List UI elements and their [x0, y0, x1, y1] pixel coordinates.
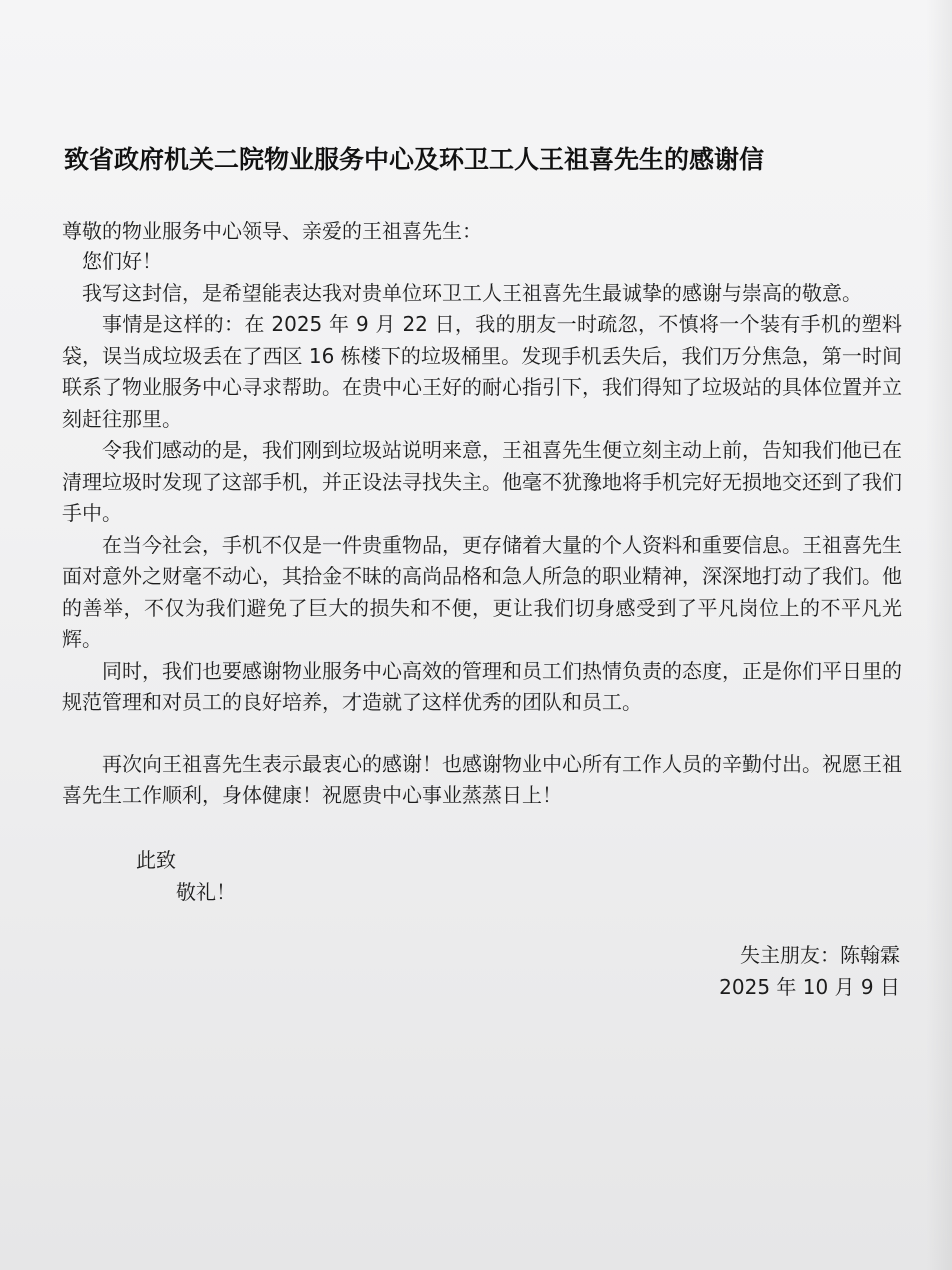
paper-edge-shadow: [926, 0, 952, 1270]
closing-line-2: 敬礼！: [176, 880, 236, 904]
final-thanks-paragraph: 再次向王祖喜先生表示最衷心的感谢！也感谢物业中心所有工作人员的辛勤付出。祝愿王祖喜先生工作顺利，身体健康！祝愿贵中心事业蒸蒸日上！: [62, 751, 902, 807]
closing-line-1: 此致: [136, 848, 176, 872]
incident-paragraph: 事情是这样的：在 2025 年 9 月 22 日，我的朋友一时疏忽，不慎将一个装有手机的塑料袋，误当成垃圾丢在了西区 16 栋楼下的垃圾桶里。发现手机丢失后，我们万分焦急，第一时间联系了物业服务中心寻求帮助。在贵中心王好的耐心指引下，我们得知了垃圾站的具体位置并立刻赶往那里。: [62, 312, 902, 431]
letter-body: [62, 246, 902, 812]
letter-date: 2025 年 10 月 9 日: [719, 975, 900, 999]
return-paragraph: 令我们感动的是，我们刚到垃圾站说明来意，王祖喜先生便立刻主动上前，告知我们他已在清理垃圾时发现了这部手机，并正设法寻找失主。他毫不犹豫地将手机完好无损地交还到了我们手中。: [62, 438, 902, 525]
salutation: 尊敬的物业服务中心领导、亲爱的王祖喜先生：: [62, 219, 482, 243]
intro-paragraph: 我写这封信，是希望能表达我对贵单位环卫工人王祖喜先生最诚挚的感谢与崇高的敬意。: [82, 280, 862, 305]
letter-title: 致省政府机关二院物业服务中心及环卫工人王祖喜先生的感谢信: [64, 145, 765, 174]
greeting-paragraph: 您们好！: [82, 249, 162, 273]
signature: 失主朋友：陈翰霖: [740, 943, 900, 967]
management-thanks-paragraph: 同时，我们也要感谢物业服务中心高效的管理和员工们热情负责的态度，正是你们平日里的规范管理和对员工的良好培养，才造就了这样优秀的团队和员工。: [62, 658, 902, 714]
praise-paragraph: 在当今社会，手机不仅是一件贵重物品，更存储着大量的个人资料和重要信息。王祖喜先生面对意外之财毫不动心，其拾金不昧的高尚品格和急人所急的职业精神，深深地打动了我们。他的善举，不仅为我们避免了巨大的损失和不便，更让我们切身感受到了平凡岗位上的不平凡光辉。: [62, 532, 902, 651]
